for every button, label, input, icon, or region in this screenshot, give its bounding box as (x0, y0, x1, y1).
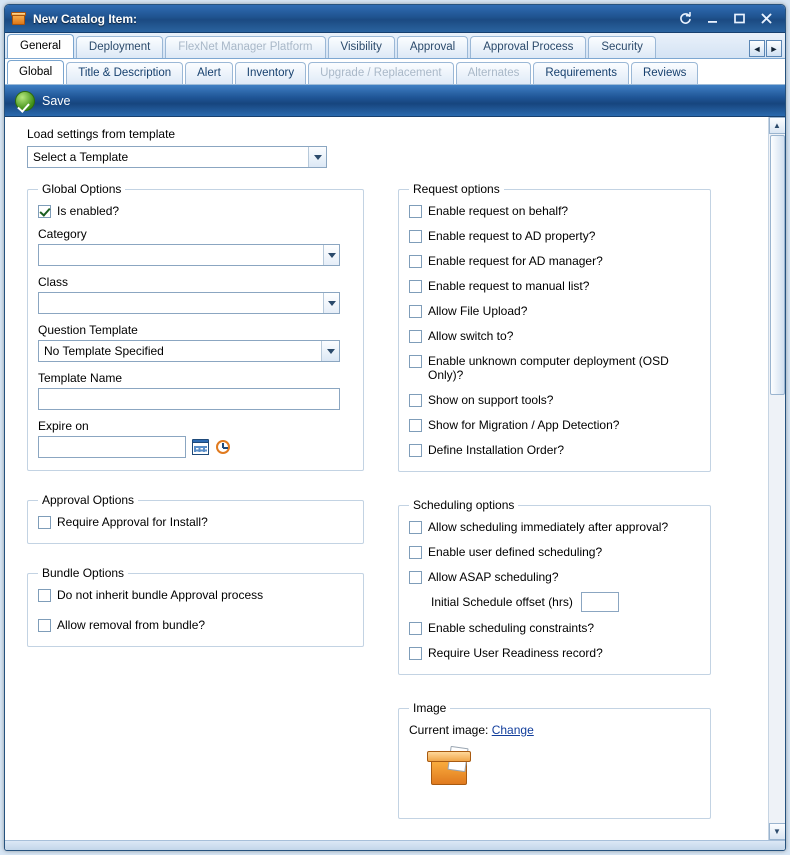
global-options-legend: Global Options (42, 182, 122, 196)
tab-security[interactable]: Security (588, 36, 656, 58)
tab-scroll-left-button[interactable]: ◄ (749, 40, 765, 57)
is-enabled-label: Is enabled? (57, 204, 120, 218)
no-inherit-approval-label: Do not inherit bundle Approval process (57, 588, 264, 602)
scrollbar-track[interactable] (769, 134, 786, 823)
tab-scroll-buttons (749, 40, 782, 57)
enable-request-ad-property-label: Enable request to AD property? (428, 229, 596, 243)
allow-switch-to-checkbox[interactable] (409, 330, 422, 343)
chevron-down-icon (308, 147, 326, 167)
template-name-label: Template Name (38, 371, 123, 385)
approval-options-group (27, 493, 364, 544)
scheduling-options-legend: Scheduling options (413, 498, 515, 512)
template-select-value: Select a Template (33, 150, 129, 164)
allow-file-upload-checkbox[interactable] (409, 305, 422, 318)
green-check-icon (15, 91, 35, 111)
require-approval-checkbox[interactable] (38, 516, 51, 529)
require-approval-label: Require Approval for Install? (57, 515, 208, 529)
allow-switch-to-row[interactable] (409, 329, 700, 343)
show-for-migration-row[interactable] (409, 418, 700, 432)
template-select[interactable] (27, 146, 327, 168)
subtab-alternates[interactable]: Alternates (456, 62, 532, 84)
require-user-readiness-label: Require User Readiness record? (428, 646, 603, 660)
image-box (409, 723, 700, 791)
subtab-requirements[interactable]: Requirements (533, 62, 629, 84)
allow-file-upload-label: Allow File Upload? (428, 304, 528, 318)
change-image-link[interactable]: Change (491, 723, 534, 737)
enable-scheduling-constraints-label: Enable scheduling constraints? (428, 621, 595, 635)
is-enabled-row[interactable] (38, 204, 353, 218)
tab-flexnet-manager-platform[interactable]: FlexNet Manager Platform (165, 36, 325, 58)
enable-request-manual-list-checkbox[interactable] (409, 280, 422, 293)
require-user-readiness-checkbox[interactable] (409, 647, 422, 660)
expire-on-input[interactable] (38, 436, 186, 458)
chevron-down-icon (323, 293, 339, 313)
request-options-group (398, 182, 711, 472)
define-installation-order-row[interactable] (409, 443, 700, 457)
request-options-legend: Request options (413, 182, 500, 196)
show-on-support-tools-label: Show on support tools? (428, 393, 554, 407)
tab-deployment[interactable]: Deployment (76, 36, 163, 58)
show-on-support-tools-row[interactable] (409, 393, 700, 407)
global-options-group (27, 182, 364, 471)
chevron-down-icon (321, 341, 339, 361)
scroll-up-button[interactable]: ▲ (769, 117, 786, 134)
tab-general[interactable]: General (7, 34, 74, 58)
current-image-row (409, 723, 700, 737)
image-group (398, 701, 711, 819)
chevron-down-icon (323, 245, 339, 265)
load-template-label: Load settings from template (27, 127, 176, 141)
subtab-reviews[interactable]: Reviews (631, 62, 698, 84)
scroll-down-button[interactable]: ▼ (769, 823, 786, 840)
is-enabled-checkbox[interactable] (38, 205, 51, 218)
tab-visibility[interactable]: Visibility (328, 36, 395, 58)
enable-scheduling-constraints-checkbox[interactable] (409, 622, 422, 635)
allow-removal-row[interactable] (38, 618, 353, 632)
form-content (5, 117, 768, 840)
window-title: New Catalog Item: (33, 11, 138, 26)
allow-file-upload-row[interactable] (409, 304, 700, 318)
scheduling-options-group (398, 498, 711, 675)
tab-scroll-right-button[interactable]: ► (766, 40, 782, 57)
allow-removal-checkbox[interactable] (38, 619, 51, 632)
expire-on-label: Expire on (38, 419, 89, 433)
current-image-label: Current image: (409, 723, 489, 737)
subtab-global[interactable]: Global (7, 60, 64, 84)
close-icon[interactable] (758, 10, 775, 27)
class-select[interactable] (38, 292, 340, 314)
no-inherit-approval-checkbox[interactable] (38, 589, 51, 602)
show-on-support-tools-checkbox[interactable] (409, 394, 422, 407)
vertical-scrollbar[interactable] (768, 117, 785, 840)
enable-request-ad-manager-label: Enable request for AD manager? (428, 254, 603, 268)
enable-request-on-behalf-row[interactable] (409, 204, 700, 218)
question-template-label: Question Template (38, 323, 138, 337)
enable-request-ad-manager-checkbox[interactable] (409, 255, 422, 268)
subtab-alert[interactable]: Alert (185, 62, 233, 84)
new-catalog-item-window (4, 4, 786, 851)
question-template-value: No Template Specified (44, 344, 164, 358)
tab-approval-process[interactable]: Approval Process (470, 36, 586, 58)
expire-on-row (38, 436, 353, 458)
image-legend: Image (413, 701, 447, 715)
enable-user-defined-scheduling-row[interactable] (409, 545, 700, 559)
enable-request-ad-manager-row[interactable] (409, 254, 700, 268)
enable-user-defined-scheduling-checkbox[interactable] (409, 546, 422, 559)
form-body (5, 117, 785, 840)
enable-request-manual-list-label: Enable request to manual list? (428, 279, 590, 293)
title-bar (5, 5, 785, 33)
enable-unknown-computer-deployment-row[interactable] (409, 354, 700, 382)
enable-request-ad-property-row[interactable] (409, 229, 700, 243)
initial-schedule-offset-row (431, 592, 700, 612)
right-column (398, 182, 711, 819)
require-user-readiness-row[interactable] (409, 646, 700, 660)
subtab-inventory[interactable]: Inventory (235, 62, 306, 84)
load-template-section (27, 127, 754, 168)
approval-options-legend: Approval Options (42, 493, 135, 507)
package-icon (11, 11, 27, 27)
show-for-migration-label: Show for Migration / App Detection? (428, 418, 620, 432)
calendar-icon[interactable] (192, 439, 209, 455)
allow-asap-scheduling-checkbox[interactable] (409, 571, 422, 584)
initial-schedule-offset-input[interactable] (581, 592, 619, 612)
refresh-icon[interactable] (677, 10, 694, 27)
scrollbar-thumb[interactable] (770, 135, 785, 395)
allow-switch-to-label: Allow switch to? (428, 329, 514, 343)
enable-user-defined-scheduling-label: Enable user defined scheduling? (428, 545, 603, 559)
allow-scheduling-immediately-checkbox[interactable] (409, 521, 422, 534)
enable-request-on-behalf-label: Enable request on behalf? (428, 204, 569, 218)
category-select[interactable] (38, 244, 340, 266)
save-button[interactable]: Save (42, 93, 71, 108)
allow-removal-label: Allow removal from bundle? (57, 618, 206, 632)
minimize-icon[interactable] (704, 10, 721, 27)
allow-asap-scheduling-row[interactable] (409, 570, 700, 584)
class-label: Class (38, 275, 69, 289)
enable-request-on-behalf-checkbox[interactable] (409, 205, 422, 218)
left-column (27, 182, 364, 819)
question-template-select[interactable] (38, 340, 340, 362)
allow-asap-scheduling-label: Allow ASAP scheduling? (428, 570, 559, 584)
status-bar (5, 840, 785, 850)
enable-unknown-computer-deployment-label: Enable unknown computer deployment (OSD Only)? (428, 354, 669, 382)
sub-tab-strip (5, 59, 785, 85)
enable-request-manual-list-row[interactable] (409, 279, 700, 293)
subtab-upgrade-replacement[interactable]: Upgrade / Replacement (308, 62, 453, 84)
save-toolbar (5, 85, 785, 117)
allow-scheduling-immediately-label: Allow scheduling immediately after approval? (428, 520, 669, 534)
template-name-input[interactable] (38, 388, 340, 410)
enable-scheduling-constraints-row[interactable] (409, 621, 700, 635)
main-tab-strip (5, 33, 785, 59)
enable-request-ad-property-checkbox[interactable] (409, 230, 422, 243)
initial-schedule-offset-label: Initial Schedule offset (hrs) (431, 595, 573, 609)
enable-unknown-computer-deployment-checkbox[interactable] (409, 355, 422, 368)
subtab-title-description[interactable]: Title & Description (66, 62, 183, 84)
bundle-options-legend: Bundle Options (42, 566, 125, 580)
allow-scheduling-immediately-row[interactable] (409, 520, 700, 534)
require-approval-row[interactable] (38, 515, 353, 529)
maximize-icon[interactable] (731, 10, 748, 27)
tab-approval[interactable]: Approval (397, 36, 468, 58)
package-image-icon (427, 747, 471, 791)
define-installation-order-checkbox[interactable] (409, 444, 422, 457)
no-inherit-approval-row[interactable] (38, 588, 353, 602)
form-columns (27, 182, 754, 819)
define-installation-order-label: Define Installation Order? (428, 443, 565, 457)
window-controls (677, 10, 781, 27)
clock-icon[interactable] (215, 439, 232, 456)
bundle-options-group (27, 566, 364, 647)
show-for-migration-checkbox[interactable] (409, 419, 422, 432)
category-label: Category (38, 227, 87, 241)
